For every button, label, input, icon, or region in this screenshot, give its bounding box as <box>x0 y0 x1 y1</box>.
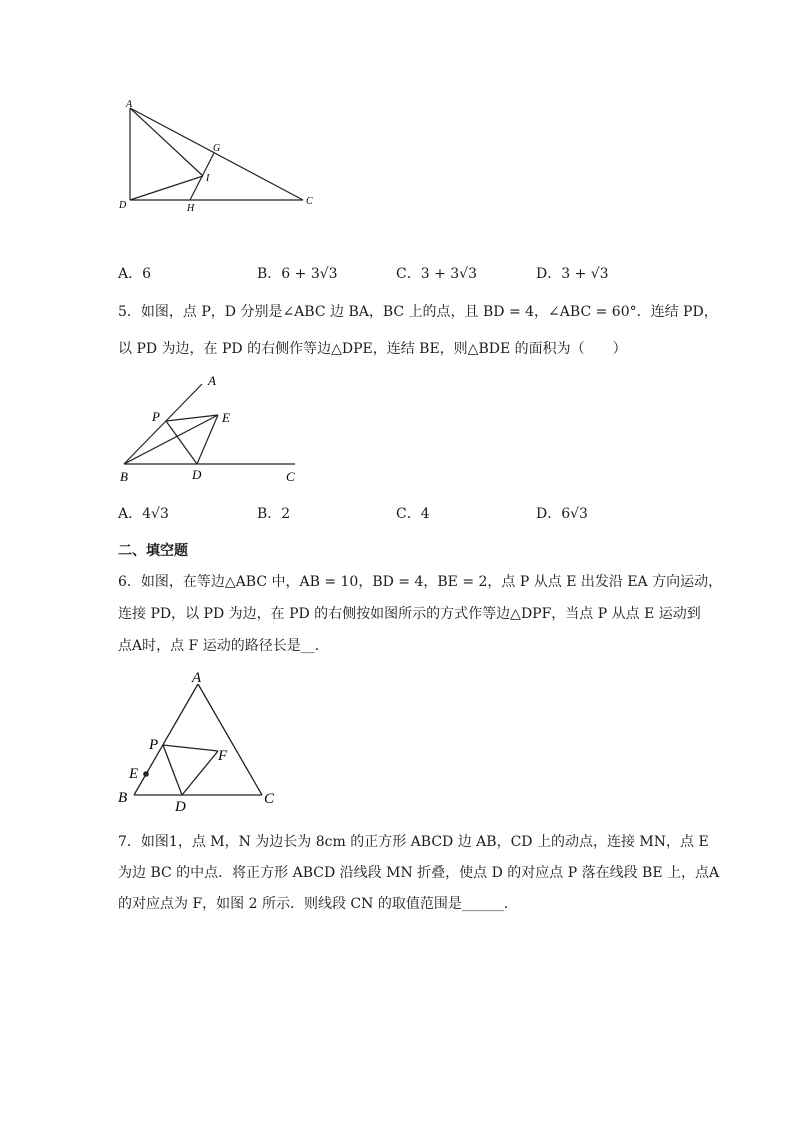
label-C: C <box>306 196 313 207</box>
figure-q5 <box>110 370 310 488</box>
label-F: F <box>218 748 228 764</box>
q4-option-d: D．3 + √3 <box>536 266 609 282</box>
q4-option-b: B．6 + 3√3 <box>257 266 338 282</box>
point-E <box>143 771 149 777</box>
segment-DE <box>197 415 218 464</box>
label-C: C <box>264 791 275 807</box>
q7-line-1: 7．如图1，点 M，N 为边长为 8cm 的正方形 ABCD 边 AB，CD 上的动点，连接 MN，点 E <box>118 834 709 850</box>
ray-BA <box>124 384 202 464</box>
label-E: E <box>222 410 230 425</box>
label-D: D <box>192 467 202 482</box>
segment-GH <box>190 153 214 200</box>
section-heading: 二、填空题 <box>118 543 188 559</box>
segment-PE <box>166 415 218 421</box>
q5-option-b: B．2 <box>257 506 291 522</box>
label-H: H <box>187 203 195 214</box>
q5-option-c: C．4 <box>396 506 430 522</box>
label-D: D <box>175 799 186 814</box>
q5-option-d: D．6√3 <box>536 506 588 522</box>
label-A: A <box>192 670 202 686</box>
segment-PD <box>166 421 197 464</box>
figure-q4 <box>110 95 330 215</box>
label-D: D <box>119 200 127 211</box>
label-A: A <box>208 373 216 388</box>
side-AC <box>198 684 262 795</box>
segment-DF <box>182 751 218 795</box>
label-P: P <box>152 409 160 424</box>
label-E: E <box>129 766 139 782</box>
segment-PF <box>163 745 218 751</box>
q4-option-c: C．3 + 3√3 <box>396 266 477 282</box>
label-A: A <box>126 99 133 110</box>
segment-PD <box>163 745 182 795</box>
figure-q6 <box>112 664 292 814</box>
label-B: B <box>120 469 128 484</box>
label-B: B <box>118 790 128 806</box>
q5-option-a: A．4√3 <box>118 506 169 522</box>
segment-BE <box>124 415 218 464</box>
label-I: I <box>206 173 210 184</box>
segment-AI <box>130 108 203 176</box>
side-AB <box>134 684 198 795</box>
label-G: G <box>213 143 221 154</box>
q7-line-3: 的对应点为 F，如图 2 所示．则线段 CN 的取值范围是______． <box>118 896 518 912</box>
segment-AC <box>130 108 303 200</box>
label-C: C <box>286 469 295 484</box>
q4-option-a: A．6 <box>118 266 152 282</box>
q6-line-2: 连接 PD，以 PD 为边，在 PD 的右侧按如图所示的方式作等边△DPF，当点 P 从点 E 运动到 <box>118 606 701 622</box>
q5-line-1: 5．如图，点 P，D 分别是∠ABC 边 BA，BC 上的点，且 BD = 4，∠ABC = 60°．连结 PD， <box>118 304 718 320</box>
q5-line-2: 以 PD 为边，在 PD 的右侧作等边△DPE，连结 BE，则△BDE 的面积为（ ） <box>118 341 627 357</box>
q7-line-2: 为边 BC 的中点．将正方形 ABCD 沿线段 MN 折叠，使点 D 的对应点 P 落在线段 BE 上，点A <box>118 865 720 881</box>
q6-line-3: 点A时，点 F 运动的路径长是__． <box>118 638 329 654</box>
label-P: P <box>149 737 159 753</box>
q6-line-1: 6．如图，在等边△ABC 中，AB = 10，BD = 4，BE = 2，点 P 从点 E 出发沿 EA 方向运动， <box>118 574 723 590</box>
